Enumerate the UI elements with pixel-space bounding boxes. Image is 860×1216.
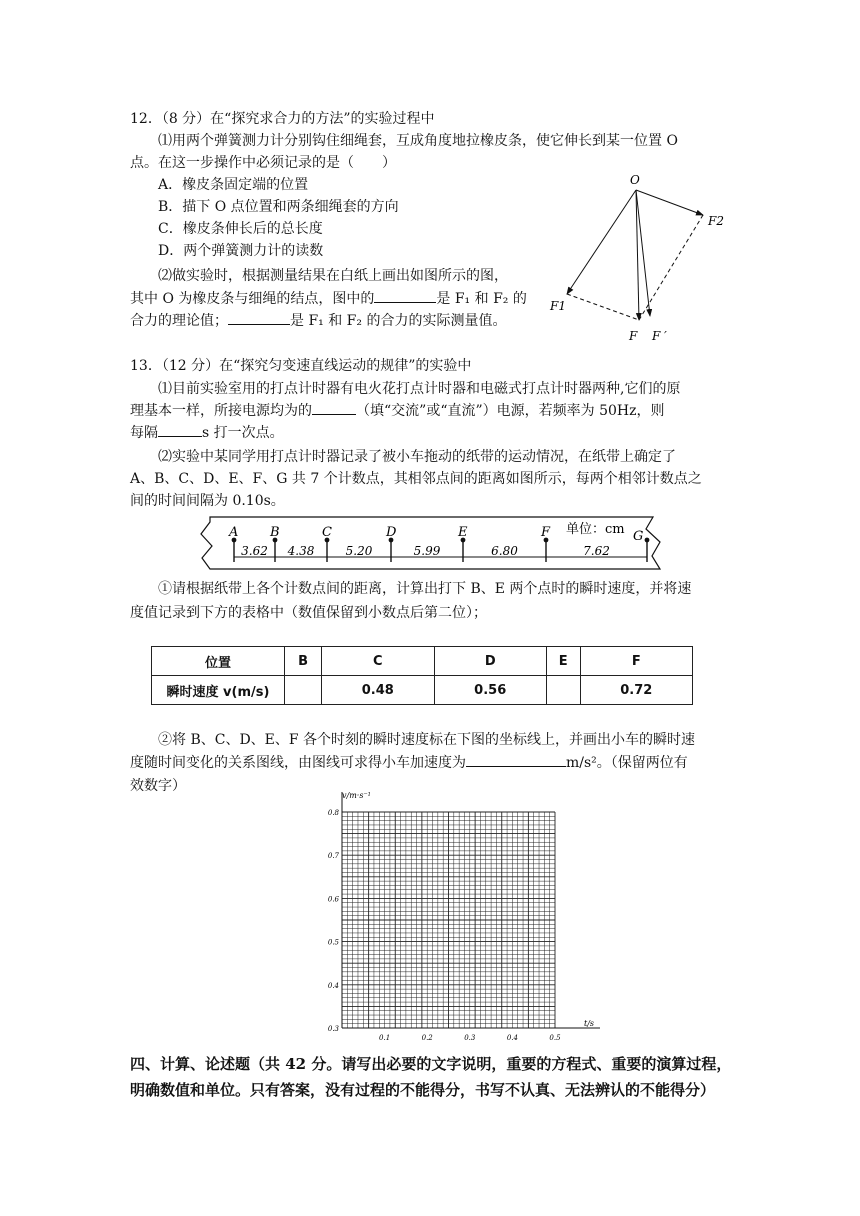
table-cell-e[interactable] — [546, 676, 580, 705]
q12-option-b: B．描下 O 点位置和两条细绳套的方向 — [158, 199, 399, 215]
table-header-row — [152, 647, 693, 676]
x-tick-label: 0.1 — [379, 1034, 391, 1042]
q12-part2-line2 — [130, 288, 560, 310]
graph-ylabel: v/m·s⁻¹ — [342, 791, 371, 800]
y-tick-label: 0.4 — [327, 981, 339, 990]
x-tick-label: 0.4 — [506, 1034, 518, 1042]
y-tick-label: 0.3 — [327, 1025, 339, 1033]
label-f: F — [629, 329, 638, 343]
tape-unit: 单位：cm — [566, 522, 625, 537]
table-header-e: E — [546, 647, 580, 676]
tape-point-label-g: G — [633, 529, 644, 544]
q13-part2-line1: ⑵实验中某同学用打点计时器记录了被小车拖动的纸带的运动情况，在纸带上确定了 — [158, 449, 676, 465]
dashed-line-f1-f — [567, 294, 639, 320]
y-tick-label: 0.7 — [327, 852, 339, 861]
tape-point-label-b: B — [270, 525, 280, 540]
q13-part2-line3: 间的时间间隔为 0.10s。 — [130, 493, 285, 509]
table-header-d: D — [434, 647, 546, 676]
label-f-prime: F ′ — [652, 329, 667, 343]
label-o: O — [630, 173, 640, 187]
q13-power-blank[interactable] — [312, 400, 356, 415]
label-f1: F1 — [550, 299, 566, 313]
graph-xlabel: t/s — [584, 1019, 595, 1028]
tape-point-label-f: F — [541, 525, 551, 540]
q12-option-d: D．两个弹簧测力计的读数 — [158, 243, 324, 259]
x-tick-label: 0.3 — [464, 1034, 476, 1042]
x-tick-label: 0.2 — [421, 1034, 433, 1042]
velocity-time-graph[interactable] — [300, 784, 620, 1044]
label-f2: F2 — [708, 214, 724, 228]
q13-sub1-line1: ①请根据纸带上各个计数点间的距离，计算出打下 B、E 两个点时的瞬时速度，并将速 — [158, 581, 692, 597]
tape-point-label-c: C — [322, 525, 332, 540]
q13-part1-line2-post: （填“交流”或“直流”）电源，若频率为 50Hz，则 — [356, 403, 665, 419]
q13-part2-line2: A、B、C、D、E、F、G 共 7 个计数点，其相邻点间的距离如图所示，每两个相邻计数点之 — [130, 471, 702, 487]
table-cell-d: 0.56 — [434, 676, 546, 705]
tape-distance-label: 4.38 — [287, 544, 315, 558]
acceleration-blank[interactable] — [466, 752, 566, 767]
paper-tape — [198, 512, 674, 574]
q13-sub2-line3: 效数字） — [130, 778, 186, 794]
tape-distance-label: 5.99 — [413, 544, 441, 558]
tape-point-label-a: A — [229, 525, 239, 540]
q13-part1-line1: ⑴目前实验室用的打点计时器有电火花打点计时器和电磁式打点计时器两种,它们的原 — [158, 381, 681, 397]
vector-f2 — [636, 190, 703, 215]
q13-sub2-line2 — [130, 752, 730, 774]
q12-answer-blank-2[interactable] — [228, 310, 290, 325]
tape-point-label-d: D — [386, 525, 397, 540]
tape-distance-label: 7.62 — [583, 544, 610, 558]
q13-sub2-line1: ②将 B、C、D、E、F 各个时刻的瞬时速度标在下图的坐标线上，并画出小车的瞬时速 — [158, 732, 696, 748]
tape-distance-label: 3.62 — [241, 544, 268, 558]
y-tick-label: 0.5 — [327, 938, 339, 947]
vector-f1 — [567, 190, 636, 294]
y-tick-label: 0.8 — [327, 809, 339, 817]
section4-line1: 四、计算、论述题（共 42 分。请写出必要的文字说明，重要的方程式、重要的演算过程， — [130, 1055, 732, 1073]
q12-part2-line2-post: 是 F₁ 和 F₂ 的 — [436, 291, 527, 307]
q13-part1-line2 — [130, 400, 730, 422]
q13-interval-blank[interactable] — [158, 422, 202, 437]
q12-answer-blank-1[interactable] — [374, 288, 436, 303]
table-cell-c: 0.48 — [322, 676, 434, 705]
table-cell-b[interactable] — [285, 676, 322, 705]
table-header-b: B — [285, 647, 322, 676]
q13-part1-line3-pre: 每隔 — [130, 425, 158, 441]
y-tick-label: 0.6 — [327, 895, 339, 904]
q12-part1-line1: ⑴用两个弹簧测力计分别钩住细绳套，互成角度地拉橡皮条，使它伸长到某一位置 O — [158, 133, 678, 149]
q12-part2-line1: ⑵做实验时，根据测量结果在白纸上画出如图所示的图， — [158, 268, 508, 284]
tape-dot-g — [645, 538, 650, 543]
q13-sub2-line2-pre: 度随时间变化的关系图线，由图线可求得小车加速度为 — [130, 755, 466, 771]
table-header-f: F — [580, 647, 692, 676]
q12-option-a: A．橡皮条固定端的位置 — [158, 177, 309, 193]
x-tick-label: 0.5 — [549, 1034, 561, 1042]
q12-part2-line2-pre: 其中 O 为橡皮条与细绳的结点，图中的 — [130, 291, 375, 307]
q12-part1-line2: 点。在这一步操作中必须记录的是（ ） — [130, 155, 396, 171]
table-cell-f: 0.72 — [580, 676, 692, 705]
tape-distance-label: 5.20 — [345, 544, 373, 558]
q12-part2-line3-post: 是 F₁ 和 F₂ 的合力的实际测量值。 — [290, 313, 507, 329]
force-diagram — [540, 168, 740, 348]
q12-part2-line3 — [130, 310, 560, 332]
tape-point-label-e: E — [458, 525, 468, 540]
table-header-c: C — [322, 647, 434, 676]
table-row-label: 瞬时速度 v(m/s) — [152, 676, 285, 705]
q13-title: 13．（12 分）在“探究匀变速直线运动的规律”的实验中 — [130, 358, 472, 374]
section4-line2: 明确数值和单位。只有答案，没有过程的不能得分，书写不认真、无法辨认的不能得分） — [130, 1081, 716, 1099]
q13-part1-line3 — [130, 422, 730, 444]
velocity-table — [151, 646, 693, 705]
tape-distance-label: 6.80 — [491, 544, 518, 558]
q12-option-c: C．橡皮条伸长后的总长度 — [158, 221, 323, 237]
table-velocity-row — [152, 676, 693, 705]
q13-sub1-line2: 度值记录到下方的表格中（数值保留到小数点后第二位）； — [130, 605, 487, 621]
q12-part2-line3-pre: 合力的理论值； — [130, 313, 228, 329]
q13-sub2-line2-post: m/s²。（保留两位有 — [566, 755, 688, 771]
table-header-label: 位置 — [152, 647, 285, 676]
q13-part1-line2-pre: 理基本一样，所接电源均为的 — [130, 403, 312, 419]
q12-title: 12．（8 分）在“探究求合力的方法”的实验过程中 — [130, 111, 435, 127]
q13-part1-line3-post: s 打一次点。 — [202, 425, 284, 441]
